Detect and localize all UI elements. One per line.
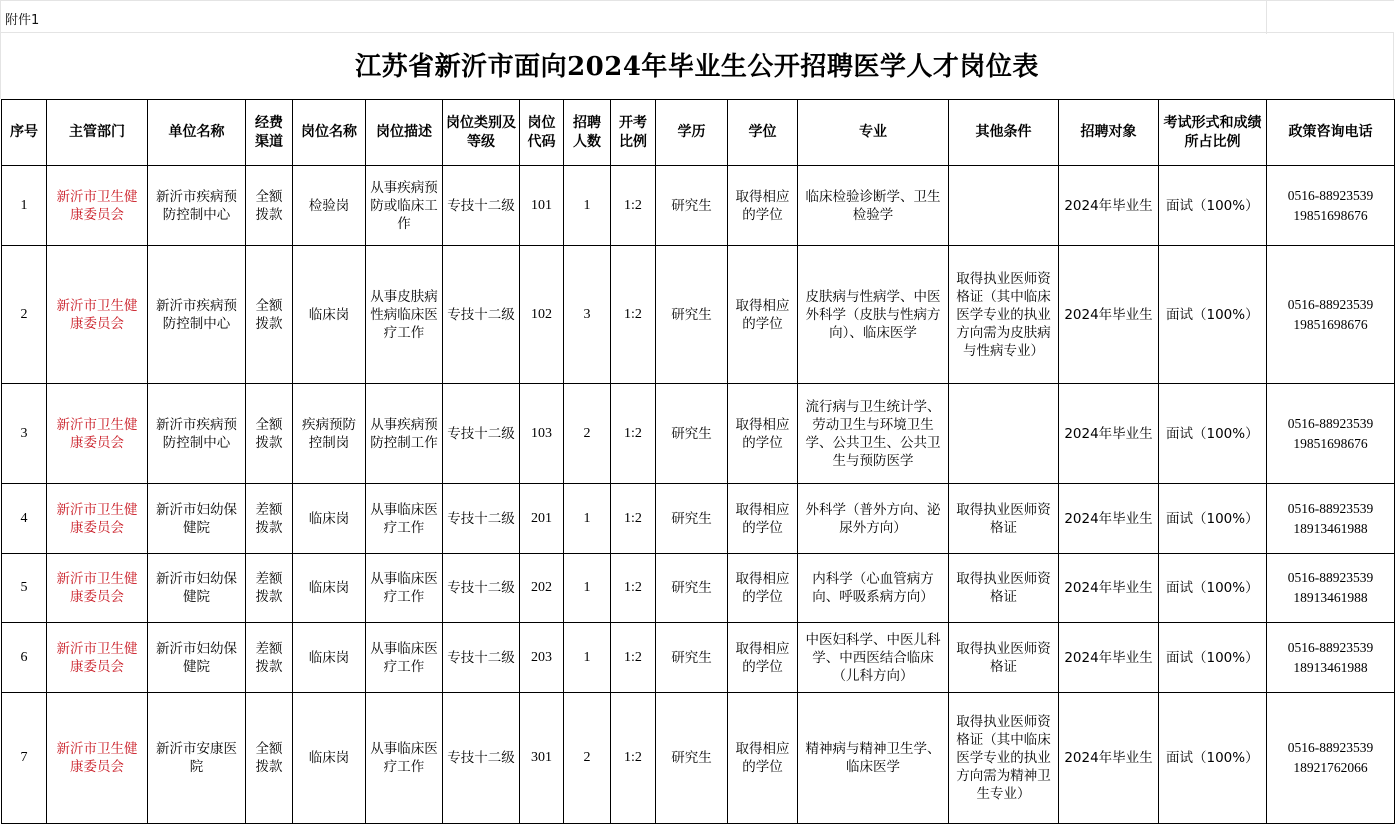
cell-target: 2024年毕业生 [1059,246,1159,384]
header-cell: 专业 [798,100,949,166]
cell-ratio: 1:2 [611,484,656,554]
cell-grade: 专技十二级 [443,693,520,824]
cell-department: 新沂市卫生健康委员会 [47,384,148,484]
cell-unit: 新沂市妇幼保健院 [148,484,246,554]
cell-count: 2 [564,693,611,824]
cell-target: 2024年毕业生 [1059,384,1159,484]
cell-department: 新沂市卫生健康委员会 [47,693,148,824]
cell-department: 新沂市卫生健康委员会 [47,484,148,554]
cell-phone [1267,384,1395,484]
phone-landline: 0516-88923539 [1287,415,1374,431]
phone-landline: 0516-88923539 [1287,639,1374,655]
phone-mobile: 18913461988 [1293,590,1368,605]
cell-count: 2 [564,384,611,484]
cell-unit: 新沂市疾病预防控制中心 [148,246,246,384]
cell-degree: 取得相应的学位 [728,166,798,246]
cell-degree: 取得相应的学位 [728,384,798,484]
header-cell: 岗位名称 [293,100,366,166]
header-cell: 单位名称 [148,100,246,166]
cell-education: 研究生 [656,623,728,693]
cell-other-conditions: 取得执业医师资格证 [949,554,1059,623]
header-row [2,100,1395,166]
cell-grade: 专技十二级 [443,384,520,484]
cell-unit: 新沂市妇幼保健院 [148,554,246,623]
cell-no: 7 [2,693,47,824]
cell-ratio: 1:2 [611,166,656,246]
header-cell: 岗位类别及等级 [443,100,520,166]
cell-exam: 面试（100%） [1159,166,1267,246]
cell-phone [1267,693,1395,824]
header-cell: 考试形式和成绩所占比例 [1159,100,1267,166]
cell-other-conditions [949,384,1059,484]
title-row [0,33,1394,99]
header-cell: 政策咨询电话 [1267,100,1395,166]
cell-education: 研究生 [656,246,728,384]
cell-grade: 专技十二级 [443,554,520,623]
phone-mobile: 18913461988 [1293,520,1368,536]
cell-exam: 面试（100%） [1159,246,1267,384]
cell-exam: 面试（100%） [1159,623,1267,693]
cell-post: 临床岗 [293,484,366,554]
cell-no: 4 [2,484,47,554]
cell-target: 2024年毕业生 [1059,484,1159,554]
phone-mobile: 18921762066 [1293,760,1368,775]
cell-count: 1 [564,623,611,693]
cell-code: 203 [520,623,564,693]
cell-grade: 专技十二级 [443,484,520,554]
cell-code: 202 [520,554,564,623]
cell-major: 流行病与卫生统计学、劳动卫生与环境卫生学、公共卫生、公共卫生与预防医学 [798,384,949,484]
cell-major: 精神病与精神卫生学、临床医学 [798,693,949,824]
cell-description: 从事临床医疗工作 [366,623,443,693]
cell-no: 2 [2,246,47,384]
cell-degree: 取得相应的学位 [728,623,798,693]
header-cell: 其他条件 [949,100,1059,166]
table-row [2,554,1395,623]
table-row [2,623,1395,693]
cell-education: 研究生 [656,554,728,623]
cell-phone [1267,246,1395,384]
cell-no: 1 [2,166,47,246]
cell-funding: 全额拨款 [246,246,293,384]
header-cell: 学位 [728,100,798,166]
cell-post: 临床岗 [293,623,366,693]
phone-landline: 0516-88923539 [1287,187,1374,203]
cell-post: 临床岗 [293,693,366,824]
header-cell: 学历 [656,100,728,166]
cell-unit: 新沂市疾病预防控制中心 [148,166,246,246]
attachment-label: 附件1 [5,13,40,28]
cell-ratio: 1:2 [611,693,656,824]
header-cell: 招聘人数 [564,100,611,166]
cell-major: 中医妇科学、中医儿科学、中西医结合临床（儿科方向） [798,623,949,693]
phone-landline: 0516-88923539 [1287,570,1374,585]
cell-unit: 新沂市安康医院 [148,693,246,824]
cell-education: 研究生 [656,166,728,246]
table-row [2,246,1395,384]
cell-post: 临床岗 [293,246,366,384]
cell-degree: 取得相应的学位 [728,554,798,623]
cell-exam: 面试（100%） [1159,484,1267,554]
phone-landline: 0516-88923539 [1287,500,1374,516]
cell-department: 新沂市卫生健康委员会 [47,554,148,623]
table-row [2,166,1395,246]
cell-target: 2024年毕业生 [1059,693,1159,824]
header-cell: 招聘对象 [1059,100,1159,166]
table-row [2,384,1395,484]
phone-landline: 0516-88923539 [1287,740,1374,755]
cell-exam: 面试（100%） [1159,554,1267,623]
cell-description: 从事临床医疗工作 [366,484,443,554]
cell-count: 1 [564,166,611,246]
cell-post: 疾病预防控制岗 [293,384,366,484]
cell-ratio: 1:2 [611,384,656,484]
cell-funding: 差额拨款 [246,484,293,554]
cell-funding: 全额拨款 [246,384,293,484]
cell-degree: 取得相应的学位 [728,246,798,384]
cell-phone [1267,554,1395,623]
cell-ratio: 1:2 [611,623,656,693]
cell-code: 201 [520,484,564,554]
cell-description: 从事皮肤病性病临床医疗工作 [366,246,443,384]
cell-no: 5 [2,554,47,623]
cell-code: 301 [520,693,564,824]
cell-target: 2024年毕业生 [1059,554,1159,623]
cell-major: 临床检验诊断学、卫生检验学 [798,166,949,246]
phone-mobile: 18913461988 [1293,659,1368,675]
cell-department: 新沂市卫生健康委员会 [47,623,148,693]
cell-major: 皮肤病与性病学、中医外科学（皮肤与性病方向）、临床医学 [798,246,949,384]
table-row [2,484,1395,554]
cell-target: 2024年毕业生 [1059,623,1159,693]
header-cell: 岗位描述 [366,100,443,166]
header-cell: 岗位代码 [520,100,564,166]
cell-education: 研究生 [656,693,728,824]
cell-exam: 面试（100%） [1159,693,1267,824]
phone-mobile: 19851698676 [1293,316,1368,332]
cell-target: 2024年毕业生 [1059,166,1159,246]
cell-other-conditions: 取得执业医师资格证（其中临床医学专业的执业方向需为精神卫生专业） [949,693,1059,824]
cell-post: 检验岗 [293,166,366,246]
cell-major: 内科学（心血管病方向、呼吸系病方向） [798,554,949,623]
cell-grade: 专技十二级 [443,246,520,384]
cell-education: 研究生 [656,384,728,484]
cell-grade: 专技十二级 [443,166,520,246]
cell-phone [1267,166,1395,246]
cell-ratio: 1:2 [611,246,656,384]
cell-funding: 全额拨款 [246,693,293,824]
cell-code: 103 [520,384,564,484]
cell-major: 外科学（普外方向、泌尿外方向） [798,484,949,554]
attachment-row [0,0,1394,33]
header-cell: 经费渠道 [246,100,293,166]
cell-no: 3 [2,384,47,484]
positions-table [1,99,1395,824]
cell-divider [1266,1,1267,34]
cell-post: 临床岗 [293,554,366,623]
cell-code: 101 [520,166,564,246]
cell-funding: 全额拨款 [246,166,293,246]
cell-funding: 差额拨款 [246,554,293,623]
phone-mobile: 19851698676 [1293,435,1368,451]
cell-ratio: 1:2 [611,554,656,623]
cell-count: 1 [564,554,611,623]
cell-degree: 取得相应的学位 [728,693,798,824]
cell-funding: 差额拨款 [246,623,293,693]
cell-count: 1 [564,484,611,554]
header-cell: 主管部门 [47,100,148,166]
cell-department: 新沂市卫生健康委员会 [47,246,148,384]
phone-mobile: 19851698676 [1293,207,1368,223]
page-title: 江苏省新沂市面向2024年毕业生公开招聘医学人才岗位表 [355,52,1039,82]
cell-unit: 新沂市妇幼保健院 [148,623,246,693]
cell-department: 新沂市卫生健康委员会 [47,166,148,246]
cell-description: 从事疾病预防控制工作 [366,384,443,484]
cell-description: 从事疾病预防或临床工作 [366,166,443,246]
table-row [2,693,1395,824]
cell-exam: 面试（100%） [1159,384,1267,484]
header-cell: 序号 [2,100,47,166]
cell-other-conditions: 取得执业医师资格证 [949,484,1059,554]
phone-landline: 0516-88923539 [1287,296,1374,312]
cell-degree: 取得相应的学位 [728,484,798,554]
cell-unit: 新沂市疾病预防控制中心 [148,384,246,484]
cell-phone [1267,484,1395,554]
cell-grade: 专技十二级 [443,623,520,693]
cell-no: 6 [2,623,47,693]
cell-description: 从事临床医疗工作 [366,554,443,623]
cell-other-conditions [949,166,1059,246]
cell-other-conditions: 取得执业医师资格证（其中临床医学专业的执业方向需为皮肤病与性病专业） [949,246,1059,384]
cell-count: 3 [564,246,611,384]
cell-description: 从事临床医疗工作 [366,693,443,824]
cell-code: 102 [520,246,564,384]
cell-education: 研究生 [656,484,728,554]
header-cell: 开考比例 [611,100,656,166]
cell-other-conditions: 取得执业医师资格证 [949,623,1059,693]
cell-phone [1267,623,1395,693]
